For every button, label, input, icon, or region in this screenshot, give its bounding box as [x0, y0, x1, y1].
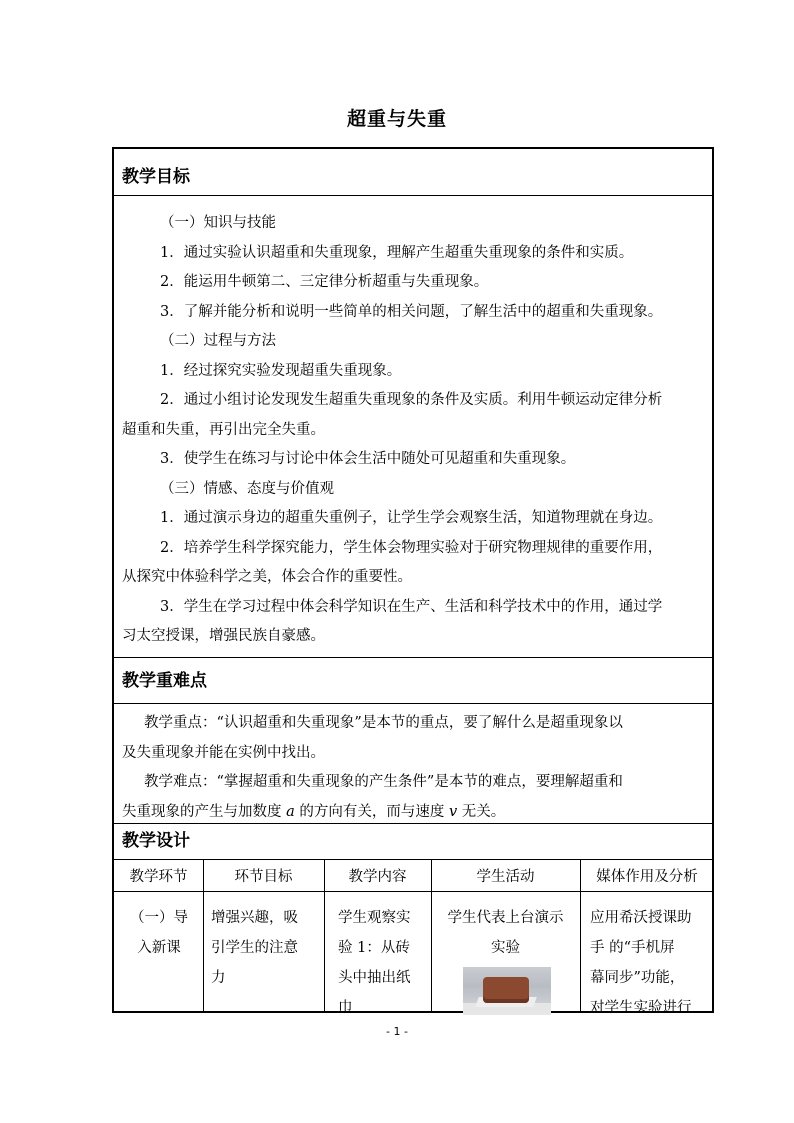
cell-line: 力 — [211, 970, 226, 986]
objective-line: 1．通过演示身边的超重失重例子，让学生学会观察生活，知道物理就在身边。 — [160, 510, 663, 526]
cell-media — [590, 903, 712, 1023]
velocity-symbol: v — [448, 803, 458, 820]
page-number: - 1 - — [386, 1025, 408, 1038]
cell-line: 学生观察实 — [338, 910, 411, 926]
objective-line: 2．通过小组讨论发现发生超重失重现象的条件及实质。利用牛顿运动定律分析 — [160, 392, 663, 408]
objective-line: 3．了解并能分析和说明一些简单的相关问题，了解生活中的超重和失重现象。 — [160, 303, 663, 320]
cell-line: 验 1：从砖 — [338, 940, 410, 956]
column-header: 学生活动 — [476, 869, 535, 885]
lesson-plan-table — [112, 147, 714, 1016]
column-header: 教学环节 — [129, 869, 188, 885]
experiment-photo — [463, 967, 551, 1015]
objective-line: 1．经过探究实验发现超重失重现象。 — [160, 362, 402, 379]
cell-activity — [431, 903, 580, 963]
cell-line: 手 的“手机屏 — [590, 940, 675, 956]
cell-line: 增强兴趣，吸 — [211, 910, 298, 926]
objective-line: 习太空授课，增强民族自豪感。 — [122, 628, 325, 644]
key-point-text: 无关。 — [461, 803, 506, 820]
key-points-heading: 教学重难点 — [122, 671, 207, 691]
design-heading: 教学设计 — [122, 831, 190, 851]
column-header: 媒体作用及分析 — [596, 869, 698, 885]
cell-line: 引学生的注意 — [211, 940, 298, 956]
objective-line: 3．学生在学习过程中体会科学知识在生产、生活和科学技术中的作用，通过学 — [160, 598, 663, 615]
objectives-heading: 教学目标 — [122, 167, 190, 187]
objective-line: 1．通过实验认识超重和失重现象，理解产生超重失重现象的条件和实质。 — [160, 244, 634, 261]
cell-line: 实验 — [491, 940, 520, 956]
cell-line: 幕同步”功能， — [590, 970, 685, 986]
divider — [114, 657, 712, 658]
objective-line: （二）过程与方法 — [160, 333, 276, 349]
cell-line: 入新课 — [137, 940, 181, 956]
objective-line: （一）知识与技能 — [160, 215, 276, 231]
cell-line: 对学生实验进行 — [590, 1000, 692, 1016]
column-header: 环节目标 — [234, 869, 293, 885]
cell-line: 学生代表上台演示 — [447, 910, 564, 926]
key-point-line: 教学难点：“掌握超重和失重现象的产生条件”是本节的难点，要理解超重和 — [144, 774, 623, 790]
key-point-line: 及失重现象并能在实例中找出。 — [122, 744, 325, 761]
objective-line: 2．能运用牛顿第二、三定律分析超重与失重现象。 — [160, 274, 489, 290]
design-table — [114, 859, 712, 1016]
cell-line: 巾 — [338, 1000, 353, 1016]
page-title: 超重与失重 — [346, 108, 447, 130]
key-point-line: 教学重点：“认识超重和失重现象”是本节的重点，要了解什么是超重现象以 — [144, 715, 623, 731]
cell-line: 应用希沃授课助 — [590, 910, 692, 926]
key-point-text: 失重现象的产生与加数度 — [122, 803, 282, 820]
key-point-text: 的方向有关，而与速度 — [299, 803, 445, 820]
objective-line: 从探究中体验科学之美，体会合作的重要性。 — [122, 569, 412, 585]
divider — [114, 823, 712, 824]
column-header: 教学内容 — [348, 869, 407, 885]
cell-goal — [211, 903, 321, 993]
objective-line: （三）情感、态度与价值观 — [160, 480, 334, 497]
objective-line: 超重和失重，再引出完全失重。 — [122, 421, 325, 438]
photo-brick — [483, 977, 529, 1003]
cell-line: （一）导 — [130, 910, 188, 926]
divider — [114, 703, 712, 704]
objectives-body — [122, 209, 702, 652]
key-points-body — [122, 709, 702, 827]
cell-line: 头中抽出纸 — [338, 970, 411, 986]
acceleration-symbol: a — [286, 803, 295, 820]
divider — [114, 195, 712, 196]
cell-stage — [118, 903, 200, 963]
cell-content — [338, 903, 428, 1023]
objective-line: 2．培养学生科学探究能力，学生体会物理实验对于研究物理规律的重要作用， — [160, 539, 663, 556]
objective-line: 3．使学生在练习与讨论中体会生活中随处可见超重和失重现象。 — [160, 451, 576, 467]
